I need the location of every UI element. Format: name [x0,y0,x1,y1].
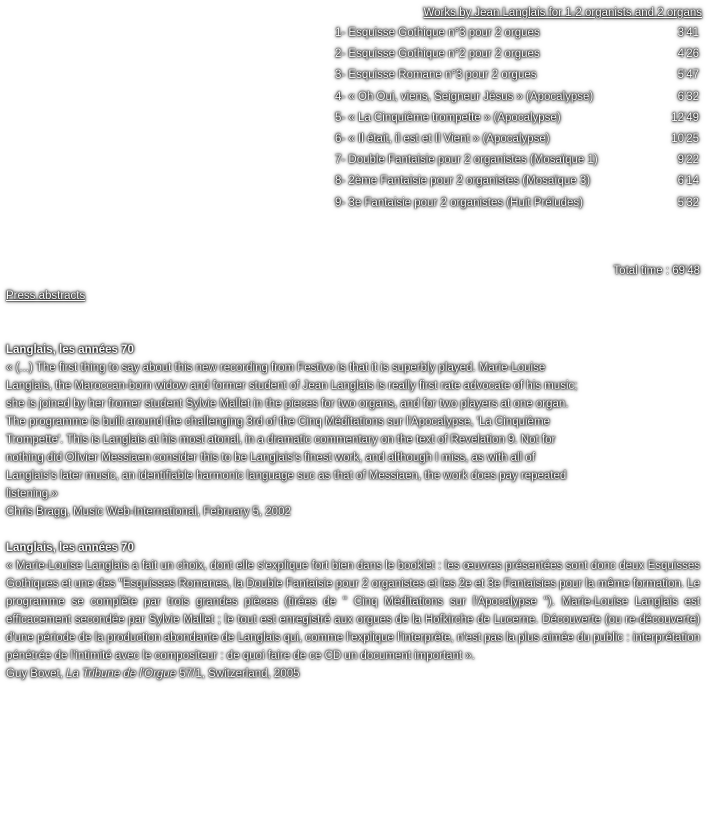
track-duration: 3'41 [677,27,699,39]
track-duration: 12'49 [671,111,699,124]
track-row [335,108,702,129]
tracklist-title: Works by Jean Langlais for 1-2 organists and 2 organs [423,7,702,19]
total-time: Total time : 69'48 [613,265,700,277]
track-row [335,44,702,65]
track-row [335,150,702,171]
track-duration: 5'47 [677,69,699,82]
review-line: Trompette'. This is Langlais at his most atonal, in a dramatic commentary on the text of Revelation 9. Not for [6,434,556,446]
track-name: 2- Esquisse Gothique n°2 pour 2 orgues [335,48,540,61]
track-row [335,171,702,192]
source-publication: La Tribune de l'Orgue [66,668,177,680]
track-name: 9- 3e Fantaisie pour 2 organistes (Huit Préludes) [335,196,584,209]
track-name: 4- « Oh Oui, viens, Seigneur Jésus » (Apocalypse) [335,90,594,103]
track-name: 3- Esquisse Romane n°3 pour 2 orgues [335,69,537,82]
track-row [335,129,702,150]
track-duration: 5'32 [677,196,699,209]
source-author: Guy Bovet, [6,668,63,680]
source-details: 57/1, Switzerland, 2005 [179,668,300,680]
review-title: Langlais, les années 70 [6,344,134,356]
track-duration: 6'32 [677,90,699,103]
track-name: 6- « Il était, il est et Il Vient » (Apocalypse) [335,132,550,145]
review-line: nothing did Olivier Messiaen consider this to be Langlais's finest work, and although I miss, as with all of [6,452,535,464]
track-row [335,65,702,86]
track-row [335,87,702,108]
press-abstracts [6,287,700,683]
track-duration: 6'14 [677,175,699,188]
track-duration: 9'22 [677,154,699,167]
press-abstracts-heading: Press abstracts [6,290,86,302]
review-source [6,665,700,683]
review-line: Langlais, the Maroccan-born widow and former student of Jean Langlais is really first rate advocate of his music; [6,380,578,392]
review-title: Langlais, les années 70 [6,542,134,554]
track-name: 8- 2ème Fantaisie pour 2 organistes (Mosaïque 3) [335,175,591,188]
review-body: « Marie-Louise Langlais a fait un choix, dont elle s'explique fort bien dans le booklet : les œuvres présentées sont donc deux Esquisses Gothiques et une des "Esquisses Romanes, la Double Fantaisie pour 2 organistes et les 2e et 3e Fantaisies pour la même formation. Le programme se complète par trois grandes pièces (tirées de " Cinq Méditations sur l'Apocalypse "). Marie-Louise Langlais est efficacement secondée par Sylvie Mallet ; le tout est enregistré aux orgues de la Hofkirche de Lucerne. Découverte (ou re-découverte) d'une période de la production abondante de Langlais qui, comme l'explique l'interprète, n'est pas la plus aimée du public : interprétation pénétrée de l'intimité avec le compositeur : de quoi faire de ce CD un document important ». [6,560,700,662]
track-name: 7- Double Fantaisie pour 2 organistes (Mosaïque 1) [335,154,598,167]
track-name: 1- Esquisse Gothique n°3 pour 2 orgues [335,27,540,39]
review-line: Langlais's later music, an identifiable harmonic language suc as that of Messiaen, the work does pay repeated [6,470,567,482]
review-line: « (...) The first thing to say about this new recording from Festivo is that it is superbly played. Marie-Louise [6,362,546,374]
review-line: The programme is built around the challenging 3rd of the Cinq Méditations sur l'Apocalypse, 'La Cinquième [6,416,550,428]
tracklist [335,3,702,214]
track-row [335,193,702,214]
review-line: she is joined by her fromer student Sylvie Mallet in the pieces for two organs, and for two players at one organ. [6,398,569,410]
track-name: 5- « La Cinquième trompette » (Apocalypse) [335,111,561,124]
review-source: Chris Bragg, Music Web-International, February 5, 2002 [6,506,291,518]
review-body [6,359,700,503]
track-duration: 4'26 [677,48,699,61]
track-duration: 10'25 [671,132,699,145]
track-row [335,23,702,44]
review-line: listening.» [6,488,58,500]
